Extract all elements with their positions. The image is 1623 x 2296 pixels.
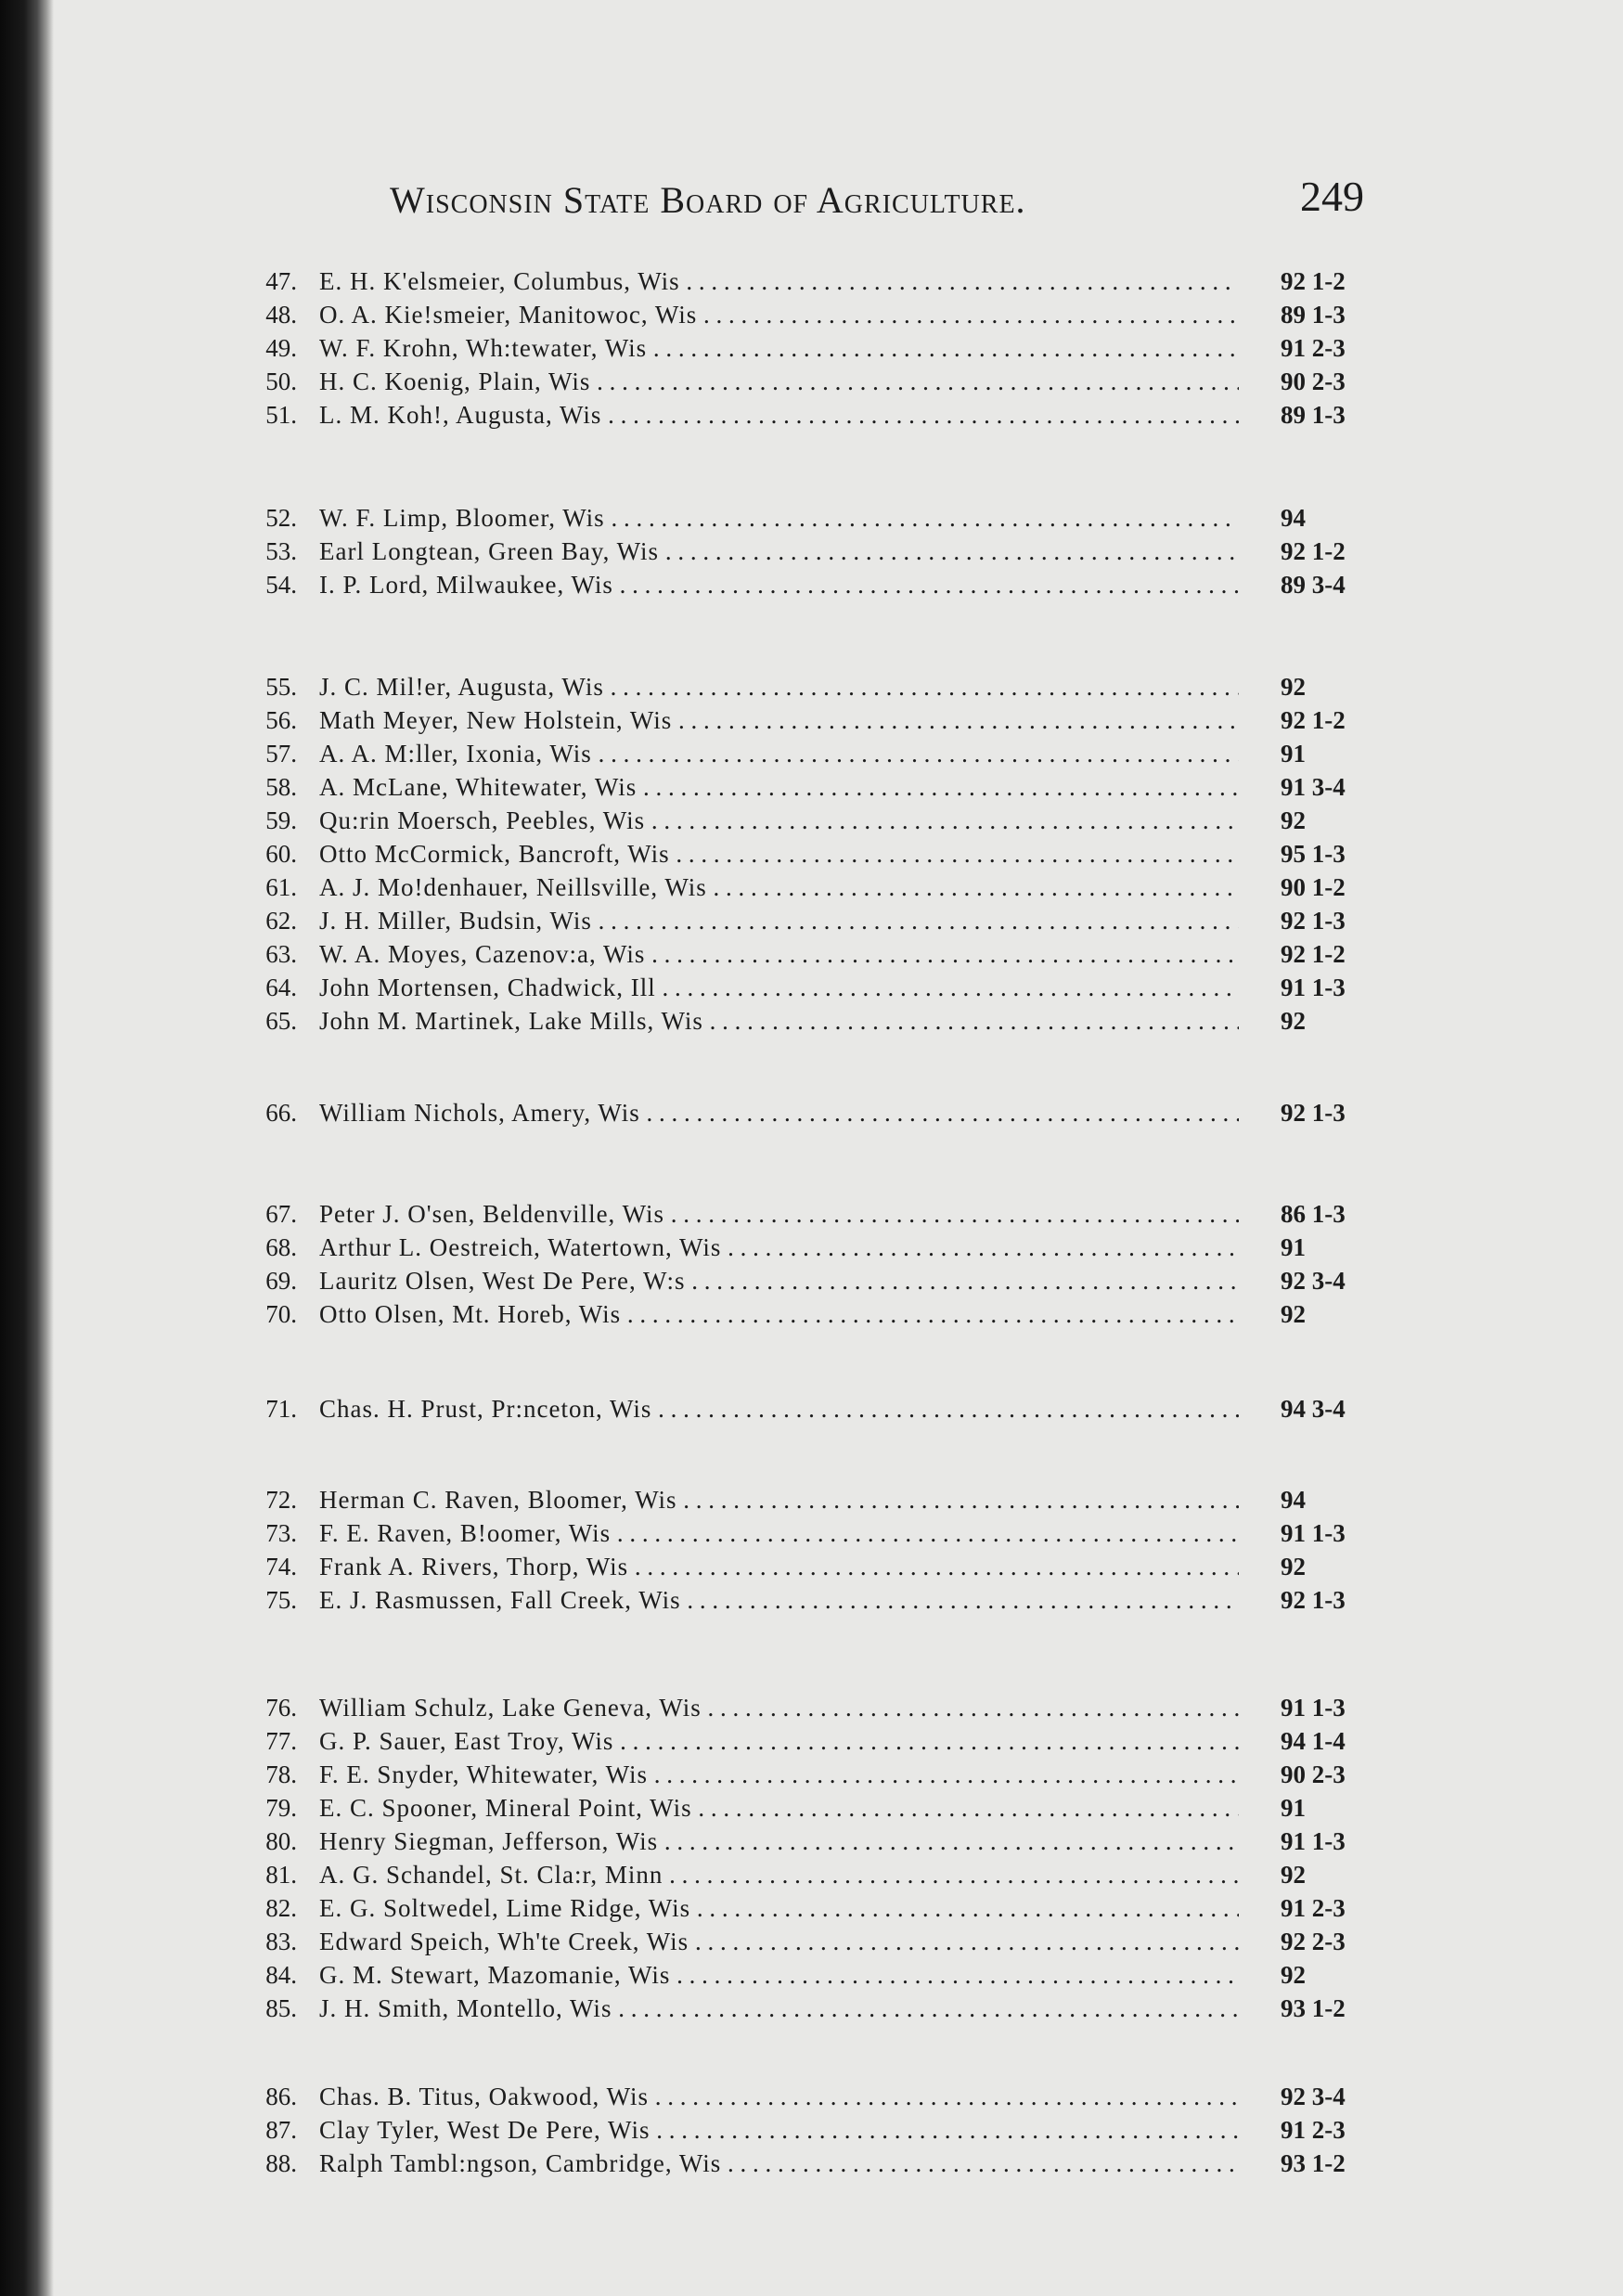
entry-name: Clay Tyler, West De Pere, Wis . . . xyxy=(297,2113,1239,2147)
entry-score: 92 1-3 xyxy=(1281,1099,1346,1127)
entry-number: 82. xyxy=(265,1894,297,1922)
entry-number: 68. xyxy=(265,1233,297,1261)
entry-number: 78. xyxy=(265,1761,297,1788)
entry-name: E. H. K'elsmeier, Columbus, Wis . . . xyxy=(297,264,1239,298)
entry-number: 58. xyxy=(265,773,297,801)
entry-name: J. H. Miller, Budsin, Wis . . . xyxy=(297,904,1239,937)
entry-name: A. J. Mo!denhauer, Neillsville, Wis . . . xyxy=(297,871,1239,904)
entry-number: 65. xyxy=(265,1007,297,1035)
entry-name: A. A. M:ller, Ixonia, Wis . . . xyxy=(297,737,1239,770)
entry-score: 91 xyxy=(1281,1233,1306,1261)
list-item xyxy=(204,398,1392,432)
entry-number: 47. xyxy=(265,267,297,295)
list-item xyxy=(204,1392,1392,1425)
entry-number: 48. xyxy=(265,301,297,329)
entry-name: Math Meyer, New Holstein, Wis . . . xyxy=(297,703,1239,737)
entry-number: 77. xyxy=(265,1727,297,1755)
entry-name: F. E. Snyder, Whitewater, Wis . . . xyxy=(297,1758,1239,1791)
entry-number: 49. xyxy=(265,334,297,362)
list-item xyxy=(204,1758,1392,1791)
entry-name: W. A. Moyes, Cazenov:a, Wis . . . xyxy=(297,937,1239,971)
entry-score: 91 xyxy=(1281,740,1306,767)
entry-name: J. C. Mil!er, Augusta, Wis . . . xyxy=(297,670,1239,703)
entry-number: 56. xyxy=(265,706,297,734)
list-item xyxy=(204,837,1392,871)
entry-name: O. A. Kie!smeier, Manitowoc, Wis . . . xyxy=(297,298,1239,331)
entry-name: John Mortensen, Chadwick, Ill . . . xyxy=(297,971,1239,1004)
entry-score: 91 1-3 xyxy=(1281,1827,1346,1855)
entry-score: 91 1-3 xyxy=(1281,1694,1346,1722)
entry-name: E. C. Spooner, Mineral Point, Wis . . . xyxy=(297,1791,1239,1825)
entry-score: 86 1-3 xyxy=(1281,1200,1346,1228)
entry-number: 70. xyxy=(265,1300,297,1328)
entry-score: 92 1-3 xyxy=(1281,907,1346,935)
entry-score: 90 2-3 xyxy=(1281,368,1346,395)
list-item xyxy=(204,1791,1392,1825)
entry-name: Frank A. Rivers, Thorp, Wis . . . xyxy=(297,1550,1239,1583)
list-item xyxy=(204,298,1392,331)
entry-name: H. C. Koenig, Plain, Wis . . . xyxy=(297,365,1239,398)
entry-number: 50. xyxy=(265,368,297,395)
entry-score: 94 1-4 xyxy=(1281,1727,1346,1755)
list-item xyxy=(204,365,1392,398)
entry-number: 83. xyxy=(265,1928,297,1955)
entry-name: I. P. Lord, Milwaukee, Wis . . . xyxy=(297,568,1239,601)
entry-name: Arthur L. Oestreich, Watertown, Wis . . . xyxy=(297,1231,1239,1264)
list-item xyxy=(204,568,1392,601)
entry-number: 79. xyxy=(265,1794,297,1822)
entry-number: 64. xyxy=(265,974,297,1001)
entry-number: 57. xyxy=(265,740,297,767)
entry-name: E. G. Soltwedel, Lime Ridge, Wis . . . xyxy=(297,1891,1239,1925)
list-item xyxy=(204,1992,1392,2025)
entry-score: 94 xyxy=(1281,1486,1306,1514)
list-item xyxy=(204,1958,1392,1992)
entry-number: 80. xyxy=(265,1827,297,1855)
list-item xyxy=(204,1096,1392,1129)
entry-score: 95 1-3 xyxy=(1281,840,1346,868)
list-item xyxy=(204,1483,1392,1516)
entry-score: 91 2-3 xyxy=(1281,1894,1346,1922)
entry-score: 92 xyxy=(1281,1553,1306,1580)
entry-name: Earl Longtean, Green Bay, Wis . . . xyxy=(297,535,1239,568)
entry-score: 94 3-4 xyxy=(1281,1395,1346,1423)
list-item xyxy=(204,1691,1392,1724)
entry-name: A. G. Schandel, St. Cla:r, Minn . . . xyxy=(297,1858,1239,1891)
list-item xyxy=(204,2147,1392,2180)
list-item xyxy=(204,804,1392,837)
list-item xyxy=(204,1825,1392,1858)
list-item xyxy=(204,971,1392,1004)
list-item xyxy=(204,770,1392,804)
entry-number: 85. xyxy=(265,1994,297,2022)
entry-number: 53. xyxy=(265,537,297,565)
list-item xyxy=(204,703,1392,737)
entry-score: 92 xyxy=(1281,1007,1306,1035)
entry-score: 92 1-3 xyxy=(1281,1586,1346,1614)
entry-name: Ralph Tambl:ngson, Cambridge, Wis . . . xyxy=(297,2147,1239,2180)
list-item xyxy=(204,737,1392,770)
entry-name: William Nichols, Amery, Wis . . . xyxy=(297,1096,1239,1129)
entry-score: 92 xyxy=(1281,1961,1306,1989)
entry-score: 92 1-2 xyxy=(1281,267,1346,295)
entry-number: 55. xyxy=(265,673,297,701)
entry-name: Chas. B. Titus, Oakwood, Wis . . . xyxy=(297,2080,1239,2113)
entry-number: 72. xyxy=(265,1486,297,1514)
entry-name: W. F. Krohn, Wh:tewater, Wis . . . xyxy=(297,331,1239,365)
entry-number: 84. xyxy=(265,1961,297,1989)
list-item xyxy=(204,501,1392,535)
list-item xyxy=(204,904,1392,937)
entry-number: 76. xyxy=(265,1694,297,1722)
entry-name: G. P. Sauer, East Troy, Wis . . . xyxy=(297,1724,1239,1758)
entry-number: 60. xyxy=(265,840,297,868)
entry-name: Otto Olsen, Mt. Horeb, Wis . . . xyxy=(297,1297,1239,1331)
entry-name: G. M. Stewart, Mazomanie, Wis . . . xyxy=(297,1958,1239,1992)
entry-number: 71. xyxy=(265,1395,297,1423)
entry-score: 93 1-2 xyxy=(1281,2149,1346,2177)
entry-name: Herman C. Raven, Bloomer, Wis . . . xyxy=(297,1483,1239,1516)
entry-number: 87. xyxy=(265,2116,297,2144)
entry-number: 69. xyxy=(265,1267,297,1295)
entry-number: 75. xyxy=(265,1586,297,1614)
list-item xyxy=(204,1925,1392,1958)
page-number: 249 xyxy=(1300,173,1364,220)
entry-name: W. F. Limp, Bloomer, Wis . . . xyxy=(297,501,1239,535)
entry-name: William Schulz, Lake Geneva, Wis . . . xyxy=(297,1691,1239,1724)
entry-score: 93 1-2 xyxy=(1281,1994,1346,2022)
entry-number: 51. xyxy=(265,401,297,429)
entry-number: 88. xyxy=(265,2149,297,2177)
list-item xyxy=(204,2080,1392,2113)
entry-name: F. E. Raven, B!oomer, Wis . . . xyxy=(297,1516,1239,1550)
entry-number: 61. xyxy=(265,873,297,901)
entry-score: 92 1-2 xyxy=(1281,940,1346,968)
entry-score: 94 xyxy=(1281,504,1306,532)
entry-number: 86. xyxy=(265,2083,297,2110)
list-item xyxy=(204,1231,1392,1264)
list-item xyxy=(204,1297,1392,1331)
entry-score: 90 1-2 xyxy=(1281,873,1346,901)
entry-number: 67. xyxy=(265,1200,297,1228)
list-item xyxy=(204,535,1392,568)
entry-score: 89 1-3 xyxy=(1281,401,1346,429)
entry-score: 92 2-3 xyxy=(1281,1928,1346,1955)
list-item xyxy=(204,1724,1392,1758)
entry-name: L. M. Koh!, Augusta, Wis . . . xyxy=(297,398,1239,432)
entry-number: 74. xyxy=(265,1553,297,1580)
entry-number: 73. xyxy=(265,1519,297,1547)
entry-score: 91 2-3 xyxy=(1281,2116,1346,2144)
list-item xyxy=(204,1891,1392,1925)
entry-number: 81. xyxy=(265,1861,297,1889)
entry-name: Lauritz Olsen, West De Pere, W:s . . . xyxy=(297,1264,1239,1297)
entry-score: 89 1-3 xyxy=(1281,301,1346,329)
entry-score: 91 2-3 xyxy=(1281,334,1346,362)
list-item xyxy=(204,1004,1392,1038)
list-item xyxy=(204,1197,1392,1231)
entry-number: 54. xyxy=(265,571,297,599)
entry-name: J. H. Smith, Montello, Wis . . . xyxy=(297,1992,1239,2025)
running-title: Wisconsin State Board of Agriculture. xyxy=(390,179,1026,221)
entry-name: Qu:rin Moersch, Peebles, Wis . . . xyxy=(297,804,1239,837)
list-item xyxy=(204,2113,1392,2147)
entry-score: 90 2-3 xyxy=(1281,1761,1346,1788)
entry-score: 92 1-2 xyxy=(1281,537,1346,565)
list-item xyxy=(204,871,1392,904)
entry-name: Peter J. O'sen, Beldenville, Wis . . . xyxy=(297,1197,1239,1231)
entry-score: 92 xyxy=(1281,806,1306,834)
entry-name: Otto McCormick, Bancroft, Wis . . . xyxy=(297,837,1239,871)
entry-score: 91 1-3 xyxy=(1281,974,1346,1001)
entry-score: 92 xyxy=(1281,1861,1306,1889)
entry-name: A. McLane, Whitewater, Wis . . . xyxy=(297,770,1239,804)
entry-score: 92 3-4 xyxy=(1281,1267,1346,1295)
entry-name: Chas. H. Prust, Pr:nceton, Wis . . . xyxy=(297,1392,1239,1425)
entry-score: 89 3-4 xyxy=(1281,571,1346,599)
entry-name: Henry Siegman, Jefferson, Wis . . . xyxy=(297,1825,1239,1858)
list-item xyxy=(204,937,1392,971)
list-item xyxy=(204,1858,1392,1891)
list-item xyxy=(204,264,1392,298)
list-item xyxy=(204,1550,1392,1583)
list-item xyxy=(204,331,1392,365)
entry-score: 92 3-4 xyxy=(1281,2083,1346,2110)
entry-score: 91 xyxy=(1281,1794,1306,1822)
entry-number: 52. xyxy=(265,504,297,532)
entry-name: E. J. Rasmussen, Fall Creek, Wis . . . xyxy=(297,1583,1239,1617)
entry-score: 91 1-3 xyxy=(1281,1519,1346,1547)
entry-score: 92 1-2 xyxy=(1281,706,1346,734)
list-item xyxy=(204,670,1392,703)
entry-number: 66. xyxy=(265,1099,297,1127)
entry-score: 92 xyxy=(1281,673,1306,701)
entry-number: 59. xyxy=(265,806,297,834)
entry-score: 91 3-4 xyxy=(1281,773,1346,801)
list-item xyxy=(204,1583,1392,1617)
entry-number: 62. xyxy=(265,907,297,935)
entry-number: 63. xyxy=(265,940,297,968)
list-item xyxy=(204,1516,1392,1550)
entry-score: 92 xyxy=(1281,1300,1306,1328)
entry-name: John M. Martinek, Lake Mills, Wis . . . xyxy=(297,1004,1239,1038)
entry-name: Edward Speich, Wh'te Creek, Wis . . . xyxy=(297,1925,1239,1958)
list-item xyxy=(204,1264,1392,1297)
